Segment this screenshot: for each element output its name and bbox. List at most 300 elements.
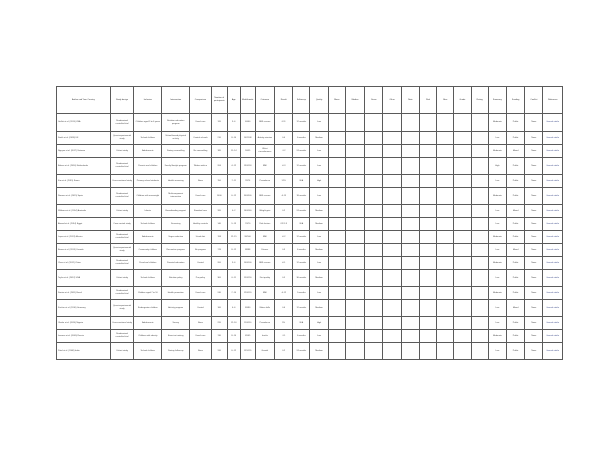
column-header: Reference bbox=[543, 87, 563, 114]
table-cell: Medium bbox=[310, 132, 328, 145]
table-cell bbox=[401, 330, 419, 343]
table-cell bbox=[471, 188, 488, 205]
table-cell bbox=[454, 188, 471, 205]
table-cell bbox=[454, 132, 471, 145]
table-cell: No counselling bbox=[190, 145, 211, 158]
table-cell: Medium bbox=[310, 343, 328, 360]
table-cell: Mixed bbox=[506, 145, 524, 158]
table-cell bbox=[401, 114, 419, 132]
table-cell bbox=[401, 158, 419, 175]
table-row bbox=[57, 145, 563, 158]
table-cell bbox=[365, 188, 383, 205]
table-cell: Public bbox=[506, 158, 524, 175]
table-cell: Taylor et al. (2012) USA bbox=[57, 270, 111, 287]
table-cell: Cohort study bbox=[110, 205, 134, 218]
table-cell: 70/70 bbox=[240, 218, 255, 231]
table-cell: None bbox=[525, 287, 543, 300]
table-cell: High bbox=[310, 175, 328, 188]
table-row bbox=[57, 257, 563, 270]
table-cell: -0.2 bbox=[275, 231, 293, 244]
table-cell: Children with obesity bbox=[134, 330, 162, 343]
table-cell bbox=[454, 218, 471, 231]
table-cell: Control bbox=[190, 300, 211, 317]
table-cell: Randomized controlled trial bbox=[110, 231, 134, 244]
column-header: Median bbox=[345, 87, 364, 114]
table-cell: Public bbox=[506, 231, 524, 244]
table-cell: Public bbox=[506, 132, 524, 145]
table-cell: Usual care bbox=[190, 330, 211, 343]
table-cell: Health promotion bbox=[162, 287, 190, 300]
table-cell: Low bbox=[488, 132, 506, 145]
column-header: Result bbox=[275, 87, 293, 114]
table-cell: Pre-policy bbox=[190, 270, 211, 287]
table-cell bbox=[419, 158, 436, 175]
table-row bbox=[57, 300, 563, 317]
table-cell: Journal article bbox=[543, 287, 563, 300]
table-cell: 140 bbox=[211, 218, 227, 231]
table-cell: Journal article bbox=[543, 343, 563, 360]
table-cell bbox=[383, 231, 401, 244]
table-cell: None bbox=[525, 132, 543, 145]
table-cell: Fischer et al. (2010) Germany bbox=[57, 300, 111, 317]
table-cell bbox=[383, 114, 401, 132]
table-cell: Bakers et al. (2016) Netherlands bbox=[57, 158, 111, 175]
table-cell: 12 months bbox=[293, 300, 310, 317]
table-cell bbox=[345, 330, 364, 343]
table-cell: High bbox=[488, 158, 506, 175]
table-cell: Fitness bbox=[255, 244, 274, 257]
table-cell: 220 bbox=[211, 317, 227, 330]
table-cell: Activity program bbox=[162, 300, 190, 317]
table-cell: Parents and children bbox=[134, 158, 162, 175]
table-cell: Journal article bbox=[543, 300, 563, 317]
table-cell bbox=[437, 132, 454, 145]
table-cell: Public bbox=[506, 188, 524, 205]
table-cell: 130 bbox=[211, 330, 227, 343]
table-cell: BMI bbox=[255, 287, 274, 300]
table-cell: Journal article bbox=[543, 330, 563, 343]
table-cell bbox=[328, 132, 345, 145]
table-cell: 110/110 bbox=[240, 317, 255, 330]
column-header: Age bbox=[227, 87, 240, 114]
table-cell: Family lifestyle program bbox=[162, 158, 190, 175]
table-cell: Moderate bbox=[488, 188, 506, 205]
table-cell: Parental education bbox=[162, 257, 190, 270]
table-cell bbox=[471, 287, 488, 300]
table-cell bbox=[437, 257, 454, 270]
table-cell: Cross-sectional study bbox=[110, 317, 134, 330]
table-cell: 300 bbox=[211, 270, 227, 287]
table-cell: Randomized controlled trial bbox=[110, 114, 134, 132]
table-cell bbox=[401, 145, 419, 158]
table-cell: 12% bbox=[275, 175, 293, 188]
table-cell bbox=[419, 175, 436, 188]
table-cell bbox=[365, 231, 383, 244]
table-cell: School children bbox=[134, 343, 162, 360]
table-cell bbox=[383, 343, 401, 360]
table-cell: Low bbox=[310, 287, 328, 300]
table-cell: Public bbox=[506, 218, 524, 231]
table-cell: Children with overweight bbox=[134, 188, 162, 205]
table-cell bbox=[328, 287, 345, 300]
table-cell: 6–11 bbox=[227, 270, 240, 287]
table-cell bbox=[471, 114, 488, 132]
column-header: Male/female bbox=[240, 87, 255, 114]
table-cell: Nutrition education program bbox=[162, 114, 190, 132]
table-cell: Infants bbox=[134, 205, 162, 218]
table-cell: 500/500 bbox=[240, 188, 255, 205]
table-cell: None bbox=[525, 300, 543, 317]
table-cell: Sugar reduction bbox=[162, 231, 190, 244]
table-cell: None bbox=[525, 188, 543, 205]
table-cell: Standard care bbox=[190, 205, 211, 218]
table-cell: 100/100 bbox=[240, 257, 255, 270]
table-cell: 264 bbox=[211, 158, 227, 175]
table-cell bbox=[401, 205, 419, 218]
table-row bbox=[57, 188, 563, 205]
table-cell: None bbox=[190, 317, 211, 330]
table-cell bbox=[328, 300, 345, 317]
table-cell bbox=[454, 287, 471, 300]
table-cell bbox=[437, 114, 454, 132]
table-cell bbox=[471, 244, 488, 257]
table-cell: -0.3 bbox=[275, 158, 293, 175]
table-cell bbox=[471, 158, 488, 175]
table-cell: 60/60 bbox=[240, 114, 255, 132]
table-cell: Williams et al. (2014) Australia bbox=[57, 205, 111, 218]
table-cell: None bbox=[190, 175, 211, 188]
table-cell bbox=[328, 231, 345, 244]
table-cell bbox=[401, 231, 419, 244]
column-header: Comparison bbox=[190, 87, 211, 114]
table-cell: Mixed bbox=[506, 244, 524, 257]
table-cell: Medium bbox=[310, 300, 328, 317]
table-cell bbox=[471, 231, 488, 244]
table-row bbox=[57, 175, 563, 188]
table-cell: Patel et al. (2008) India bbox=[57, 343, 111, 360]
table-cell: Lopez et al. (2013) Mexico bbox=[57, 231, 111, 244]
table-cell: Multicomponent intervention bbox=[162, 188, 190, 205]
table-row bbox=[57, 287, 563, 300]
table-cell bbox=[419, 343, 436, 360]
column-header: Study design bbox=[110, 87, 134, 114]
table-cell: Public bbox=[506, 270, 524, 287]
table-cell: Public bbox=[506, 317, 524, 330]
table-cell: Public bbox=[506, 330, 524, 343]
table-cell: Breastfeeding support bbox=[162, 205, 190, 218]
table-cell bbox=[437, 175, 454, 188]
column-header: Inclusion bbox=[134, 87, 162, 114]
table-cell: 11–14 bbox=[227, 145, 240, 158]
table-cell: Waist circumference bbox=[255, 145, 274, 158]
table-cell: 0.5 bbox=[275, 270, 293, 287]
table-cell: 8–10 bbox=[227, 132, 240, 145]
table-cell: None bbox=[525, 158, 543, 175]
table-row bbox=[57, 218, 563, 231]
table-cell: Ivanova et al. (2009) Russia bbox=[57, 330, 111, 343]
table-cell: Moderate bbox=[488, 145, 506, 158]
table-cell: N/A bbox=[293, 317, 310, 330]
table-cell bbox=[383, 330, 401, 343]
table-cell: Screening bbox=[162, 218, 190, 231]
table-cell bbox=[328, 145, 345, 158]
table-cell bbox=[437, 158, 454, 175]
table-cell: None bbox=[525, 231, 543, 244]
table-cell: Low bbox=[310, 188, 328, 205]
table-cell: 65/65 bbox=[240, 330, 255, 343]
table-row bbox=[57, 343, 563, 360]
table-cell: 1000 bbox=[211, 188, 227, 205]
table-cell: BMI z-score bbox=[255, 114, 274, 132]
table-cell bbox=[401, 270, 419, 287]
table-cell bbox=[419, 287, 436, 300]
table-cell: Survey bbox=[162, 317, 190, 330]
table-cell bbox=[419, 114, 436, 132]
table-cell bbox=[365, 300, 383, 317]
table-cell: Quasi-experimental study bbox=[110, 132, 134, 145]
table-cell bbox=[401, 188, 419, 205]
table-cell bbox=[345, 205, 364, 218]
table-cell: Motor skills bbox=[255, 300, 274, 317]
table-cell: 98/100 bbox=[240, 231, 255, 244]
table-cell: Diet quality bbox=[255, 270, 274, 287]
table-cell: Low bbox=[310, 114, 328, 132]
table-cell: Low bbox=[488, 270, 506, 287]
table-cell: Risk factors bbox=[255, 218, 274, 231]
table-cell bbox=[383, 218, 401, 231]
table-cell bbox=[419, 257, 436, 270]
table-cell bbox=[419, 317, 436, 330]
table-cell: 12 months bbox=[293, 114, 310, 132]
table-cell bbox=[437, 205, 454, 218]
table-cell bbox=[454, 114, 471, 132]
table-cell: Okafor et al. (2010) Nigeria bbox=[57, 317, 111, 330]
table-cell bbox=[471, 205, 488, 218]
table-row bbox=[57, 132, 563, 145]
column-header: Number of participants bbox=[211, 87, 227, 114]
table-cell bbox=[383, 300, 401, 317]
table-cell bbox=[437, 244, 454, 257]
table-cell: 160/160 bbox=[240, 205, 255, 218]
table-cell bbox=[328, 257, 345, 270]
table-cell: Mixed bbox=[506, 300, 524, 317]
table-cell bbox=[345, 158, 364, 175]
table-cell: 0.11 bbox=[275, 114, 293, 132]
table-cell: Primary school students bbox=[134, 175, 162, 188]
table-cell bbox=[437, 300, 454, 317]
table-header-row bbox=[57, 87, 563, 114]
table-cell: Mixed bbox=[506, 205, 524, 218]
column-header: Outcome bbox=[255, 87, 274, 114]
table-cell bbox=[365, 145, 383, 158]
table-cell: 12 months bbox=[293, 158, 310, 175]
table-cell: Journal article bbox=[543, 257, 563, 270]
table-cell: 210 bbox=[211, 132, 227, 145]
table-row bbox=[57, 158, 563, 175]
table-cell bbox=[383, 132, 401, 145]
table-cell: BMI z-score bbox=[255, 188, 274, 205]
table-cell: Medium bbox=[310, 270, 328, 287]
table-cell bbox=[454, 231, 471, 244]
table-cell: Journal article bbox=[543, 317, 563, 330]
table-cell: 80/80 bbox=[240, 300, 255, 317]
table-cell bbox=[328, 188, 345, 205]
table-cell: 0.3 bbox=[275, 244, 293, 257]
table-cell bbox=[437, 270, 454, 287]
table-cell bbox=[454, 270, 471, 287]
table-cell: 0.4 bbox=[275, 132, 293, 145]
table-cell: Randomized controlled trial bbox=[110, 158, 134, 175]
table-cell: 150 bbox=[211, 175, 227, 188]
column-header: Funding bbox=[506, 87, 524, 114]
table-cell: Low bbox=[310, 158, 328, 175]
table-cell: Control bbox=[190, 257, 211, 270]
table-cell bbox=[401, 343, 419, 360]
table-cell: Kim et al. (2015) Korea bbox=[57, 175, 111, 188]
table-cell: 76/74 bbox=[240, 175, 255, 188]
table-cell: Adolescents bbox=[134, 231, 162, 244]
table-cell: Low bbox=[488, 343, 506, 360]
table-cell: 0.6 bbox=[275, 300, 293, 317]
table-cell: 0.2 bbox=[275, 205, 293, 218]
table-cell bbox=[419, 300, 436, 317]
table-cell: 160 bbox=[211, 300, 227, 317]
table-cell bbox=[345, 218, 364, 231]
table-cell bbox=[437, 218, 454, 231]
table-cell bbox=[471, 132, 488, 145]
table-cell: 12–16 bbox=[227, 317, 240, 330]
table-row bbox=[57, 330, 563, 343]
table-cell: 9 months bbox=[293, 287, 310, 300]
table-cell: 0–2 bbox=[227, 205, 240, 218]
table-cell: -0.1 bbox=[275, 257, 293, 270]
table-cell bbox=[365, 205, 383, 218]
table-cell bbox=[365, 218, 383, 231]
table-cell bbox=[471, 257, 488, 270]
table-cell: None bbox=[525, 257, 543, 270]
table-cell bbox=[419, 145, 436, 158]
table-cell: Low bbox=[488, 218, 506, 231]
table-cell: 310 bbox=[211, 343, 227, 360]
table-cell: Public bbox=[506, 175, 524, 188]
table-cell: None bbox=[525, 145, 543, 158]
table-row bbox=[57, 317, 563, 330]
table-cell: Public bbox=[506, 343, 524, 360]
table-cell bbox=[437, 330, 454, 343]
table-cell bbox=[345, 231, 364, 244]
table-cell bbox=[454, 343, 471, 360]
table-cell: 6 months bbox=[293, 132, 310, 145]
column-header: Other bbox=[383, 87, 401, 114]
table-cell bbox=[383, 205, 401, 218]
table-cell: 198 bbox=[211, 231, 227, 244]
table-cell: Low bbox=[310, 257, 328, 270]
table-cell: Low bbox=[310, 231, 328, 244]
table-cell bbox=[365, 244, 383, 257]
table-cell: None bbox=[525, 343, 543, 360]
table-cell: BMI z-score bbox=[255, 257, 274, 270]
table-cell: -1.1 bbox=[275, 330, 293, 343]
table-cell bbox=[437, 231, 454, 244]
table-cell: 12 months bbox=[293, 231, 310, 244]
table-cell: Case-control study bbox=[110, 218, 134, 231]
table-cell bbox=[383, 175, 401, 188]
table-cell: 0.2 bbox=[275, 343, 293, 360]
table-cell: 3–6 bbox=[227, 114, 240, 132]
table-cell: 6 months bbox=[293, 244, 310, 257]
table-cell: Adolescents bbox=[134, 145, 162, 158]
table-cell: Preschool children bbox=[134, 257, 162, 270]
column-header: Rating bbox=[471, 87, 488, 114]
table-cell: Journal article bbox=[543, 114, 563, 132]
column-header: Risk bbox=[419, 87, 436, 114]
table-cell bbox=[345, 257, 364, 270]
table-cell: 120/120 bbox=[240, 287, 255, 300]
table-cell: Exercise training bbox=[162, 330, 190, 343]
table-cell: Dietary follow-up bbox=[162, 343, 190, 360]
table-cell: Usual care bbox=[190, 188, 211, 205]
table-cell: BMI bbox=[255, 231, 274, 244]
table-cell: Moderate bbox=[488, 287, 506, 300]
table-cell bbox=[328, 244, 345, 257]
table-cell: Ahmed et al. (2014) Egypt bbox=[57, 218, 111, 231]
column-header: Quality bbox=[310, 87, 328, 114]
table-cell bbox=[345, 132, 364, 145]
table-cell: Low bbox=[488, 175, 506, 188]
table-cell bbox=[401, 257, 419, 270]
table-cell bbox=[328, 270, 345, 287]
table-cell bbox=[345, 175, 364, 188]
table-cell: Public bbox=[506, 257, 524, 270]
table-cell: Chen et al. (2012) China bbox=[57, 257, 111, 270]
table-cell: Guillet et al. (2019) USA bbox=[57, 114, 111, 132]
table-cell: 6–12 bbox=[227, 343, 240, 360]
column-header: Summary bbox=[488, 87, 506, 114]
table-cell bbox=[383, 158, 401, 175]
table-cell bbox=[454, 175, 471, 188]
table-cell bbox=[383, 287, 401, 300]
table-cell: 155/155 bbox=[240, 343, 255, 360]
table-cell: Public bbox=[506, 287, 524, 300]
table-cell: Journal article bbox=[543, 270, 563, 287]
table-cell: None bbox=[525, 244, 543, 257]
table-cell bbox=[419, 270, 436, 287]
table-cell: -0.12 bbox=[275, 287, 293, 300]
table-cell: Prevalence bbox=[255, 175, 274, 188]
table-cell: 3–6 bbox=[227, 257, 240, 270]
table-cell bbox=[365, 343, 383, 360]
table-cell: Usual care bbox=[190, 287, 211, 300]
table-cell: School children bbox=[134, 132, 162, 145]
table-cell: Journal article bbox=[543, 244, 563, 257]
table-cell: None bbox=[525, 175, 543, 188]
table-cell: 8–12 bbox=[227, 244, 240, 257]
table-cell bbox=[401, 287, 419, 300]
table-cell: 6–12 bbox=[227, 188, 240, 205]
table-cell: Written advice bbox=[190, 158, 211, 175]
table-cell: Community children bbox=[134, 244, 162, 257]
table-cell bbox=[345, 244, 364, 257]
column-header: Note bbox=[401, 87, 419, 114]
table-cell: 7–10 bbox=[227, 287, 240, 300]
table-cell bbox=[454, 244, 471, 257]
table-cell: Brown et al. (2013) Canada bbox=[57, 244, 111, 257]
table-cell bbox=[328, 218, 345, 231]
table-cell: Prevalence bbox=[255, 317, 274, 330]
table-cell: Journal article bbox=[543, 188, 563, 205]
column-header: Mean bbox=[328, 87, 345, 114]
table-cell bbox=[345, 287, 364, 300]
